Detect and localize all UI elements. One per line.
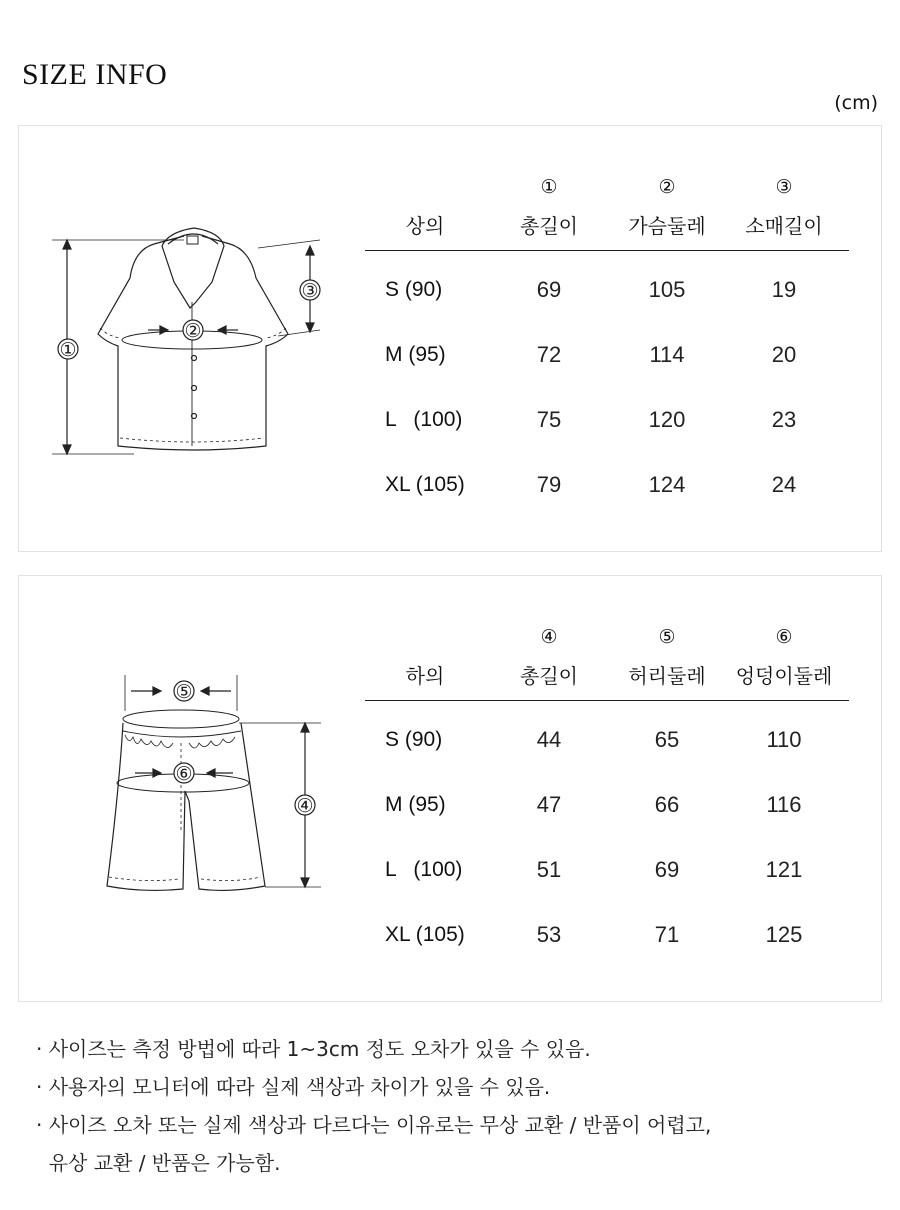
shorts-diagram-icon: [89, 671, 329, 911]
top-row-value: 120: [648, 407, 686, 432]
bottom-row-size: M (95): [385, 793, 446, 816]
bottom-header-rule: [365, 700, 849, 701]
top-col3-marker: ③: [775, 176, 793, 198]
bottom-category-label: 하의: [405, 664, 445, 688]
bottom-row-value: 71: [654, 922, 680, 947]
bottom-col3-label: 엉덩이둘레: [735, 664, 833, 688]
top-row-size: XL (105): [385, 473, 465, 496]
bottom-row-value: 116: [766, 792, 802, 817]
bottom-row-value: 69: [654, 857, 680, 882]
marker-total-length: ①: [59, 339, 77, 361]
bottom-col2-label: 허리둘레: [628, 664, 706, 688]
marker-chest: ②: [184, 320, 202, 342]
top-row-value: 23: [771, 407, 797, 432]
bottom-row-size: S (90): [385, 728, 443, 751]
page-title: SIZE INFO: [22, 58, 168, 91]
unit-label: (cm): [834, 92, 878, 114]
top-row-value: 19: [771, 277, 797, 302]
bottom-size-panel: [18, 575, 882, 1002]
bottom-row-value: 51: [536, 857, 562, 882]
marker-waist: ⑤: [175, 681, 193, 703]
bottom-col3-marker: ⑥: [775, 626, 793, 648]
top-row-value: 105: [648, 277, 686, 302]
note-item: · 사이즈는 측정 방법에 따라 1~3cm 정도 오차가 있을 수 있음.: [36, 1037, 591, 1061]
top-header-rule: [365, 250, 849, 251]
top-row-value: 72: [536, 342, 562, 367]
top-row-value: 24: [771, 472, 797, 497]
bottom-row-value: 110: [766, 727, 802, 752]
marker-total-length: ④: [296, 795, 314, 817]
bottom-row-value: 66: [654, 792, 680, 817]
note-item: · 사이즈 오차 또는 실제 색상과 다르다는 이유로는 무상 교환 / 반품이 어렵고,: [36, 1113, 712, 1137]
top-row-value: 75: [536, 407, 562, 432]
top-category-label: 상의: [405, 214, 445, 238]
bottom-col1-marker: ④: [540, 626, 558, 648]
top-row-value: 79: [536, 472, 562, 497]
shirt-diagram-icon: [44, 218, 344, 468]
top-col3-label: 소매길이: [745, 214, 823, 238]
bottom-row-value: 53: [536, 922, 562, 947]
top-col1-label: 총길이: [520, 214, 578, 238]
bottom-col1-label: 총길이: [520, 664, 578, 688]
top-row-value: 20: [771, 342, 797, 367]
bottom-row-value: 125: [765, 922, 803, 947]
bottom-row-value: 44: [536, 727, 562, 752]
bottom-row-value: 47: [536, 792, 562, 817]
bottom-row-size: XL (105): [385, 923, 465, 946]
top-row-size: S (90): [385, 278, 443, 301]
top-col2-marker: ②: [658, 176, 676, 198]
notes-list: [36, 1030, 711, 1182]
top-row-value: 69: [536, 277, 562, 302]
top-row-size: L (100): [385, 408, 463, 431]
top-row-value: 114: [649, 342, 685, 367]
marker-hip: ⑥: [175, 763, 193, 785]
marker-sleeve: ③: [301, 280, 319, 302]
bottom-row-value: 65: [654, 727, 680, 752]
top-size-panel: [18, 125, 882, 552]
bottom-col2-marker: ⑤: [658, 626, 676, 648]
top-row-size: M (95): [385, 343, 446, 366]
note-item: 유상 교환 / 반품은 가능함.: [36, 1151, 281, 1175]
bottom-row-value: 121: [765, 857, 803, 882]
top-row-value: 124: [648, 472, 686, 497]
top-col2-label: 가슴둘레: [628, 214, 706, 238]
bottom-row-size: L (100): [385, 858, 463, 881]
note-item: · 사용자의 모니터에 따라 실제 색상과 차이가 있을 수 있음.: [36, 1075, 551, 1099]
top-col1-marker: ①: [540, 176, 558, 198]
